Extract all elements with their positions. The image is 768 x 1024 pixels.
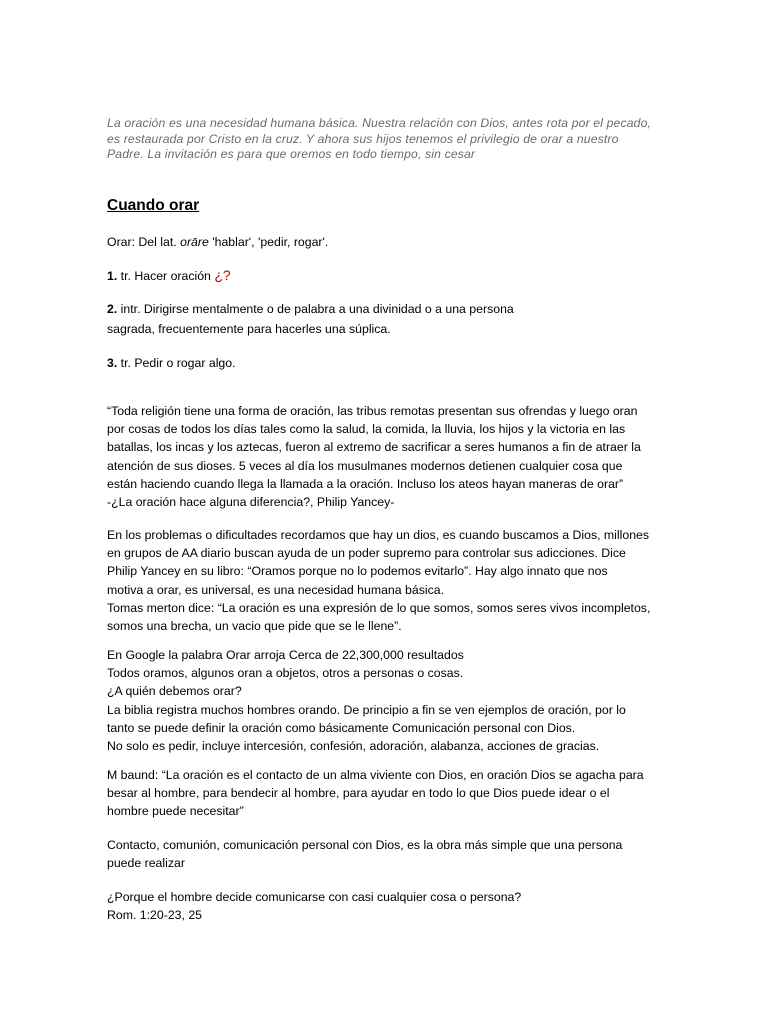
sense-1 (107, 266, 667, 285)
intro-line: La oración es una necesidad humana básica. Nuestra relación con Dios, antes rota por el pecado, (107, 116, 652, 130)
section-heading: Cuando orar (107, 197, 200, 214)
question-mark: ¿? (214, 267, 231, 283)
intro-paragraph (107, 116, 667, 163)
sense-text-2: sagrada, frecuentemente para hacerles una súplica. (107, 322, 391, 337)
paragraph-google (107, 646, 667, 755)
text-line: Rom. 1:20-23, 25 (107, 908, 203, 923)
text-line: batallas, los incas y los aztecas, fueron al extremo de sacrificar a seres humanos a fin de atraer la (107, 440, 641, 455)
text-line: “Toda religión tiene una forma de oración, las tribus remotas presentan sus ofrendas y luego oran (107, 404, 638, 418)
intro-line: es restaurada por Cristo en la cruz. Y ahora sus hijos tenemos el privilegio de orar a nuestro (107, 131, 619, 146)
text-line: No solo es pedir, incluye intercesión, confesión, adoración, alabanza, acciones de gracias. (107, 739, 600, 754)
sense-number: 3. (107, 356, 118, 370)
text-line: Todos oramos, algunos oran a objetos, otros a personas o cosas. (107, 666, 464, 681)
intro-line: Padre. La invitación es para que oremos en todo tiempo, sin cesar (107, 147, 476, 161)
sense-number: 1. (107, 269, 118, 283)
definition-latin: orāre (180, 235, 209, 249)
text-line: En los problemas o dificultades recordamos que hay un dios, es cuando buscamos a Dios, millones (107, 528, 650, 542)
text-line: -¿La oración hace alguna diferencia?, Philip Yancey- (107, 495, 395, 510)
text-line: M baund: “La oración es el contacto de un alma viviente con Dios, en oración Dios se agacha para (107, 768, 644, 782)
text-line: La biblia registra muchos hombres orando. De principio a fin se ven ejemplos de oración, por lo (107, 702, 626, 717)
paragraph-problems (107, 526, 667, 635)
sense-text: tr. Pedir o rogar algo. (117, 356, 236, 370)
sense-2 (107, 300, 667, 338)
sense-3 (107, 354, 667, 372)
text-line: hombre puede necesitar” (107, 804, 244, 819)
text-line: somos una brecha, un vacio que pide que se le llene”. (107, 619, 402, 634)
text-line: por cosas de todos los días tales como la salud, la comida, la lluvia, los hijos y la victoria en las (107, 422, 626, 437)
text-line: puede realizar (107, 856, 185, 871)
sense-text: intr. Dirigirse mentalmente o de palabra a una divinidad o a una persona (117, 302, 514, 316)
quote-paragraph (107, 402, 667, 511)
text-line: tanto se puede definir la oración como básicamente Comunicación personal con Dios. (107, 720, 576, 735)
text-line: ¿Porque el hombre decide comunicarse con casi cualquier cosa o persona? (107, 890, 522, 904)
text-line: En Google la palabra Orar arroja Cerca de 22,300,000 resultados (107, 648, 464, 662)
definition-line (107, 233, 667, 251)
sense-number: 2. (107, 302, 118, 316)
text-line: ¿A quién debemos orar? (107, 684, 242, 699)
definition-prefix: Orar: Del lat. (107, 235, 181, 249)
sense-text: tr. Hacer oración (117, 269, 215, 283)
paragraph-contacto (107, 836, 667, 872)
text-line: están haciendo cuando llega la llamada a la oración. Incluso los ateos hayan maneras de orar” (107, 476, 624, 491)
paragraph-question (107, 888, 667, 924)
paragraph-m-baund (107, 766, 667, 821)
text-line: besar al hombre, para bendecir al hombre, para ayudar en todo lo que Dios puede idear o el (107, 786, 610, 801)
text-line: Tomas merton dice: “La oración es una expresión de lo que somos, somos seres vivos incompletos, (107, 600, 651, 615)
text-line: Philip Yancey en su libro: “Oramos porque no lo podemos evitarlo”. Hay algo innato que nos (107, 564, 608, 579)
definition-rest: 'hablar', 'pedir, rogar'. (208, 235, 329, 249)
text-line: Contacto, comunión, comunicación personal con Dios, es la obra más simple que una persona (107, 838, 623, 852)
text-line: en grupos de AA diario buscan ayuda de un poder supremo para controlar sus adicciones. Dice (107, 546, 626, 561)
text-line: motiva a orar, es universal, es una necesidad humana básica. (107, 582, 444, 597)
text-line: atención de sus dioses. 5 veces al día los musulmanes modernos detienen cualquier cosa que (107, 458, 623, 473)
